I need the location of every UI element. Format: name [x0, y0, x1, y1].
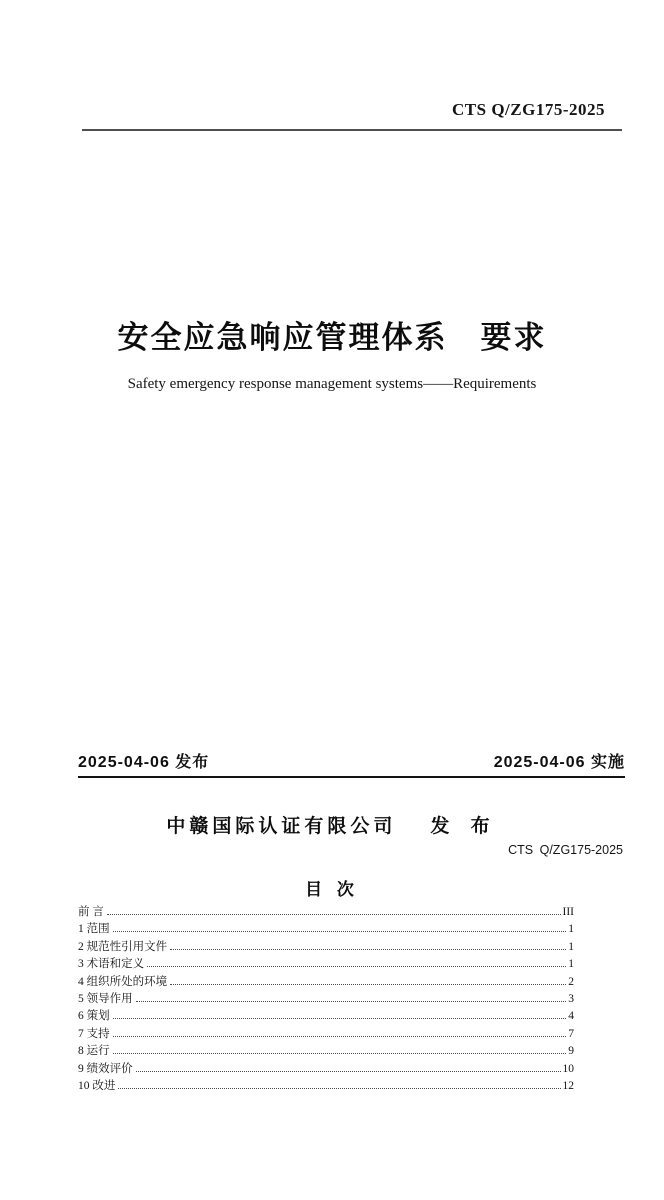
toc-leader — [170, 949, 566, 950]
toc-page-number: 1 — [568, 923, 574, 936]
toc-page-number: III — [562, 906, 574, 918]
toc-leader — [170, 984, 566, 985]
toc-label: 1 范围 — [78, 923, 110, 936]
publisher-name: 中赣国际认证有限公司 — [166, 816, 397, 837]
doc-title: 安全应急响应管理体系 要求 — [117, 320, 547, 355]
toc-leader — [113, 1036, 567, 1037]
toc-leader — [107, 914, 561, 915]
toc-label: 前 言 — [78, 906, 104, 918]
toc-row[interactable] — [78, 938, 574, 955]
toc-row[interactable] — [78, 955, 574, 972]
table-of-contents — [78, 903, 574, 1094]
toc-leader — [113, 1018, 567, 1019]
toc-page-number: 1 — [568, 940, 574, 953]
toc-leader — [118, 1088, 560, 1089]
toc-row[interactable] — [78, 1025, 574, 1042]
toc-label: 10 改进 — [78, 1079, 116, 1092]
toc-label: 9 绩效评价 — [78, 1062, 133, 1075]
toc-row[interactable] — [78, 1077, 574, 1094]
toc-label: 2 规范性引用文件 — [78, 940, 168, 953]
doc-code-footer: CTS Q/ZG175-2025 — [508, 843, 623, 857]
toc-leader — [147, 966, 566, 967]
toc-row[interactable] — [78, 920, 574, 937]
toc-row[interactable] — [78, 1007, 574, 1024]
toc-label: 8 运行 — [78, 1045, 110, 1058]
toc-leader — [136, 1001, 567, 1002]
doc-code-header: CTS Q/ZG175-2025 — [452, 100, 605, 119]
doc-subtitle-english: Safety emergency response management systems——Requirements — [127, 376, 537, 392]
toc-row[interactable] — [78, 1042, 574, 1059]
header-rule — [82, 129, 622, 131]
toc-label: 4 组织所处的环境 — [78, 975, 168, 988]
toc-leader — [136, 1071, 561, 1072]
toc-leader — [113, 931, 567, 932]
toc-page-number: 10 — [562, 1062, 574, 1075]
toc-page-number: 7 — [568, 1027, 574, 1040]
toc-page-number: 2 — [568, 975, 574, 988]
toc-label: 7 支持 — [78, 1027, 110, 1040]
toc-title: 目 次 — [305, 880, 359, 899]
issue-date: 2025-04-06 发布 — [78, 754, 210, 771]
toc-label: 6 策划 — [78, 1010, 110, 1023]
publisher-row — [0, 811, 664, 838]
toc-label: 5 领导作用 — [78, 992, 133, 1005]
toc-row[interactable] — [78, 990, 574, 1007]
toc-page-number: 1 — [568, 958, 574, 971]
toc-label: 3 术语和定义 — [78, 958, 145, 971]
toc-page-number: 9 — [568, 1045, 574, 1058]
implementation-date: 2025-04-06 实施 — [493, 754, 625, 771]
toc-leader — [113, 1053, 567, 1054]
toc-page-number: 3 — [568, 992, 574, 1005]
toc-page-number: 4 — [568, 1010, 574, 1023]
publish-label: 发 布 — [430, 816, 498, 837]
toc-row[interactable] — [78, 903, 574, 920]
toc-page-number: 12 — [562, 1079, 574, 1092]
toc-row[interactable] — [78, 1060, 574, 1077]
dates-row — [78, 749, 625, 778]
toc-row[interactable] — [78, 973, 574, 990]
